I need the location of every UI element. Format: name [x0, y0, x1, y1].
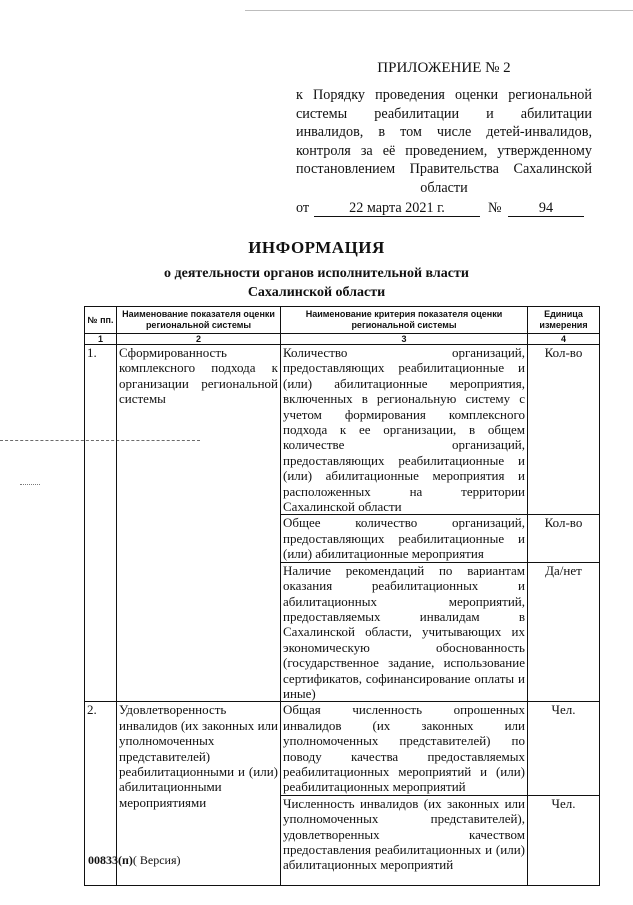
criterion-unit: Да/нет — [528, 562, 600, 702]
document-version: ( Версия) — [132, 853, 181, 867]
number-label: № — [488, 199, 502, 216]
column-number: 2 — [117, 334, 281, 345]
row-number: 1. — [85, 345, 117, 702]
header-unit: Единица измерения — [528, 307, 600, 334]
subtitle-line-2: Сахалинской области — [247, 285, 386, 300]
column-number: 3 — [281, 334, 528, 345]
appendix-title: ПРИЛОЖЕНИЕ № 2 — [377, 60, 511, 76]
column-numbers-row — [85, 334, 600, 345]
criterion-unit: Кол-во — [528, 515, 600, 562]
date-prefix: от — [296, 199, 310, 216]
header-indicator: Наименование показателя оценки региональной системы — [117, 307, 281, 334]
indicator-name: Сформированность комплексного подхода к организации региональной системы — [117, 345, 281, 702]
approval-number: 94 — [508, 198, 584, 217]
table-row — [85, 345, 600, 515]
approval-date: 22 марта 2021 г. — [314, 198, 480, 217]
header-criteria: Наименование критерия показателя оценки региональной системы — [281, 307, 528, 334]
appendix-block — [296, 58, 592, 218]
criterion-text: Общее количество организаций, предоставляющих реабилитационные и (или) абилитационные мероприятия — [281, 515, 528, 562]
column-number: 1 — [85, 334, 117, 345]
document-code: 00833(п) — [88, 853, 133, 867]
criterion-text: Наличие рекомендаций по вариантам оказания реабилитационных и абилитационных мероприятий, предоставляемых инвалидам в Сахалинской области, учитывающих их экономическую обоснованность (государственное задание, использование сертификатов, софинансирование оплаты и иные) — [281, 562, 528, 702]
appendix-text: к Порядку проведения оценки региональной системы реабилитации и абилитации инвалидов, в том числе детей-инвалидов, контроля за её проведением, утвержденному постановлением Правительства Сахалинской области — [296, 87, 592, 196]
header-number: № пп. — [85, 307, 117, 334]
criterion-text: Численность инвалидов (их законных или уполномоченных представителей), удовлетворенных качеством предоставления реабилитационных и (или) абилитационных мероприятий — [281, 795, 528, 885]
column-number: 4 — [528, 334, 600, 345]
indicators-table — [84, 306, 600, 886]
top-border-line — [245, 10, 633, 11]
table-header-row — [85, 307, 600, 334]
criterion-unit: Чел. — [528, 702, 600, 795]
subtitle-line-1: о деятельности органов исполнительной власти — [164, 266, 469, 281]
document-title: ИНФОРМАЦИЯ — [248, 238, 385, 257]
criterion-unit: Чел. — [528, 795, 600, 885]
criterion-text: Количество организаций, предоставляющих реабилитационные и (или) абилитационные мероприятия, включенных в региональную систему с учетом формирования комплексного подхода к ее организации, в общем количестве организаций, предоставляющих реабилитационные и (или) абилитационные мероприятия и расположенных на территории Сахалинской области — [281, 345, 528, 515]
row-number: 2. — [85, 702, 117, 885]
criterion-text: Общая численность опрошенных инвалидов (их законных или уполномоченных представителей) по поводу качества предоставляемых реабилитационных мероприятий и (или) реабилитационных мероприятий — [281, 702, 528, 795]
footer — [88, 853, 181, 868]
indicator-name: Удовлетворенность инвалидов (их законных или уполномоченных представителей) реабилитационными и (или) абилитационными мероприятиями — [117, 702, 281, 885]
scan-artifact-dots — [20, 484, 40, 485]
document-subtitle — [0, 264, 633, 302]
table-row — [85, 702, 600, 795]
appendix-date-line — [296, 198, 592, 218]
criterion-unit: Кол-во — [528, 345, 600, 515]
